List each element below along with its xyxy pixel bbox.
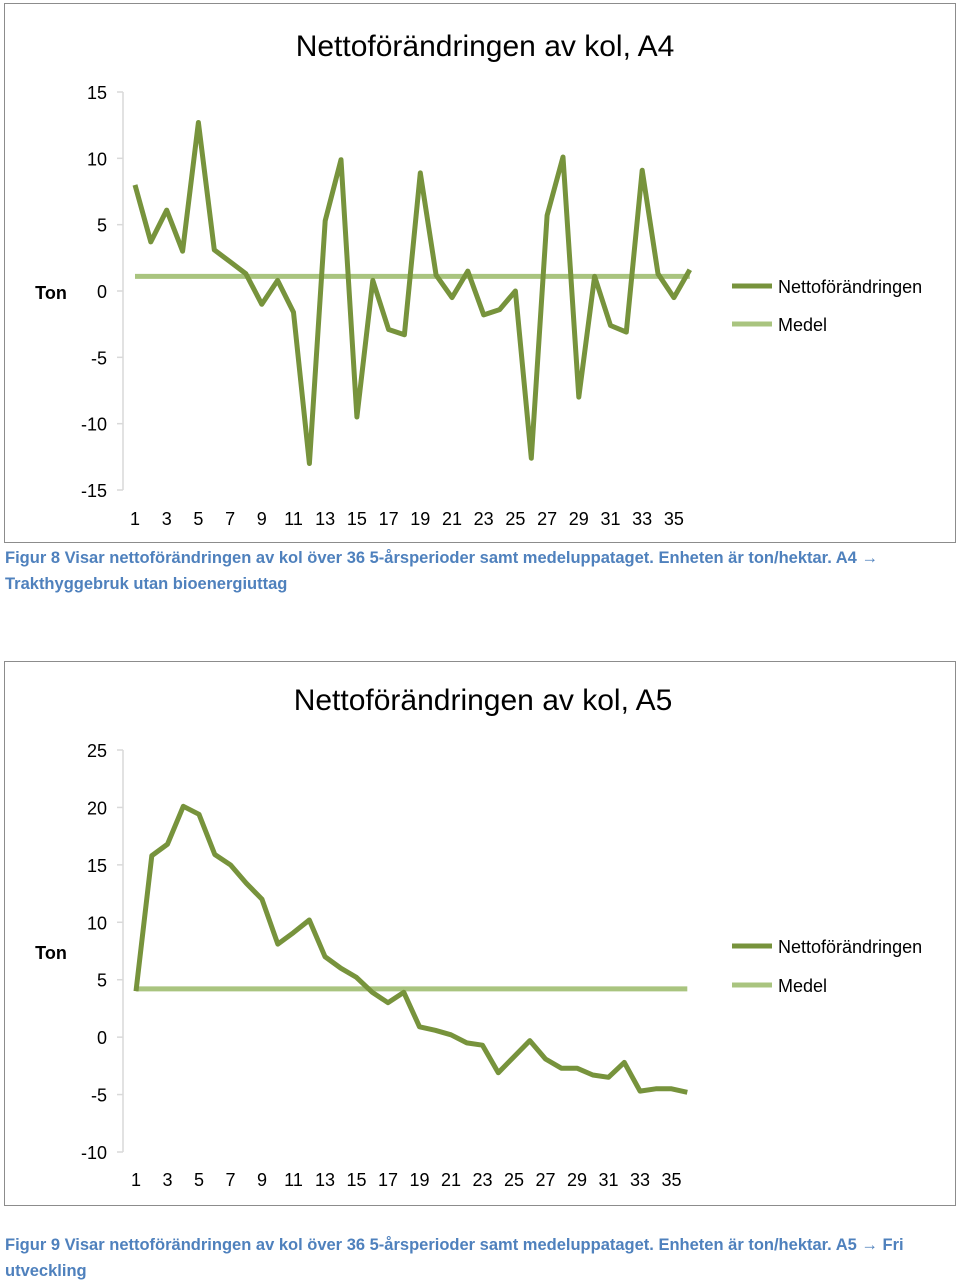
x-tick-label: 21 — [441, 509, 463, 529]
x-tick-label: 25 — [505, 509, 526, 529]
caption-text: Figur 8 Visar nettoförändringen av kol över 36 5-årsperioder samt medeluppataget. — [5, 549, 654, 567]
x-tick-label: 11 — [284, 1170, 303, 1190]
series-line-nettoforandringen — [136, 806, 687, 1092]
chart-a5 — [5, 662, 955, 1205]
x-tick-label: 35 — [661, 1170, 682, 1190]
legend-label-medel: Medel — [778, 315, 828, 335]
x-tick-label: 23 — [472, 1170, 493, 1190]
x-tick-label: 31 — [598, 1170, 619, 1190]
legend-label-nettoforandringen: Nettoförändringen — [778, 937, 923, 957]
y-tick-label: 0 — [96, 282, 107, 302]
x-tick-label: 13 — [315, 509, 336, 529]
x-tick-label: 15 — [346, 1170, 367, 1190]
y-tick-label: 25 — [86, 741, 107, 761]
x-tick-label: 31 — [600, 509, 621, 529]
y-axis-label: Ton — [35, 283, 67, 303]
series-line-nettoforandringen — [135, 123, 690, 464]
y-tick-label: 20 — [86, 798, 107, 819]
caption-tail: A5 → Fri utveckling — [5, 1236, 904, 1280]
x-tick-label: 27 — [537, 509, 558, 529]
x-tick-label: 1 — [129, 509, 141, 529]
x-tick-label: 11 — [284, 509, 303, 529]
legend — [732, 937, 922, 996]
x-tick-label: 15 — [346, 509, 367, 529]
x-tick-label: 3 — [161, 509, 172, 529]
legend — [732, 277, 922, 335]
chart-a4-container — [4, 3, 956, 543]
x-tick-label: 1 — [130, 1170, 142, 1190]
y-tick-label: -10 — [80, 1143, 107, 1163]
x-tick-label: 27 — [535, 1170, 556, 1190]
y-tick-label: -5 — [90, 348, 107, 369]
y-tick-label: 10 — [86, 149, 107, 170]
x-tick-label: 33 — [629, 1170, 651, 1190]
x-tick-label: 25 — [503, 1170, 525, 1190]
y-tick-label: 5 — [96, 970, 107, 991]
y-tick-label: 0 — [96, 1028, 107, 1049]
x-tick-label: 17 — [378, 509, 399, 529]
x-tick-label: 29 — [566, 1170, 588, 1190]
x-tick-label: 17 — [377, 1170, 399, 1190]
caption-tail: A4 → Trakthyggebruk utan bioenergiuttag — [5, 549, 878, 593]
caption-unit: Enheten är ton/hektar. — [658, 549, 832, 567]
chart-a5-container — [4, 661, 956, 1206]
y-tick-label: -15 — [80, 481, 107, 501]
figure-caption-8 — [5, 545, 935, 597]
x-tick-label: 3 — [162, 1170, 173, 1190]
x-tick-label: 21 — [440, 1170, 462, 1190]
x-tick-label: 7 — [225, 509, 236, 529]
x-tick-label: 23 — [473, 509, 494, 529]
y-tick-label: 15 — [86, 83, 107, 103]
legend-label-nettoforandringen: Nettoförändringen — [778, 277, 923, 297]
x-tick-label: 29 — [568, 509, 589, 529]
x-tick-label: 13 — [314, 1170, 336, 1190]
chart-title: Nettoförändringen av kol, A5 — [293, 684, 673, 717]
x-tick-label: 9 — [256, 1170, 268, 1190]
legend-label-medel: Medel — [778, 976, 828, 996]
figure-caption-9 — [5, 1232, 935, 1284]
x-tick-label: 5 — [193, 1170, 205, 1190]
x-tick-label: 7 — [225, 1170, 236, 1190]
x-tick-label: 19 — [409, 1170, 430, 1190]
x-tick-label: 33 — [632, 509, 653, 529]
y-axis-label: Ton — [35, 943, 67, 963]
y-tick-label: -5 — [90, 1085, 107, 1106]
caption-text: Figur 9 Visar nettoförändringen av kol över 36 5-årsperioder samt medeluppataget. Enheten är ton/hektar. — [5, 1236, 832, 1254]
y-tick-label: -10 — [80, 414, 107, 435]
x-tick-label: 35 — [663, 509, 684, 529]
x-tick-label: 19 — [410, 509, 431, 529]
y-tick-label: 10 — [86, 913, 107, 934]
y-tick-label: 15 — [86, 855, 107, 876]
x-tick-label: 9 — [256, 509, 267, 529]
chart-title: Nettoförändringen av kol, A4 — [295, 30, 675, 63]
y-tick-label: 5 — [96, 215, 107, 236]
x-tick-label: 5 — [193, 509, 204, 529]
chart-a4 — [5, 4, 955, 542]
